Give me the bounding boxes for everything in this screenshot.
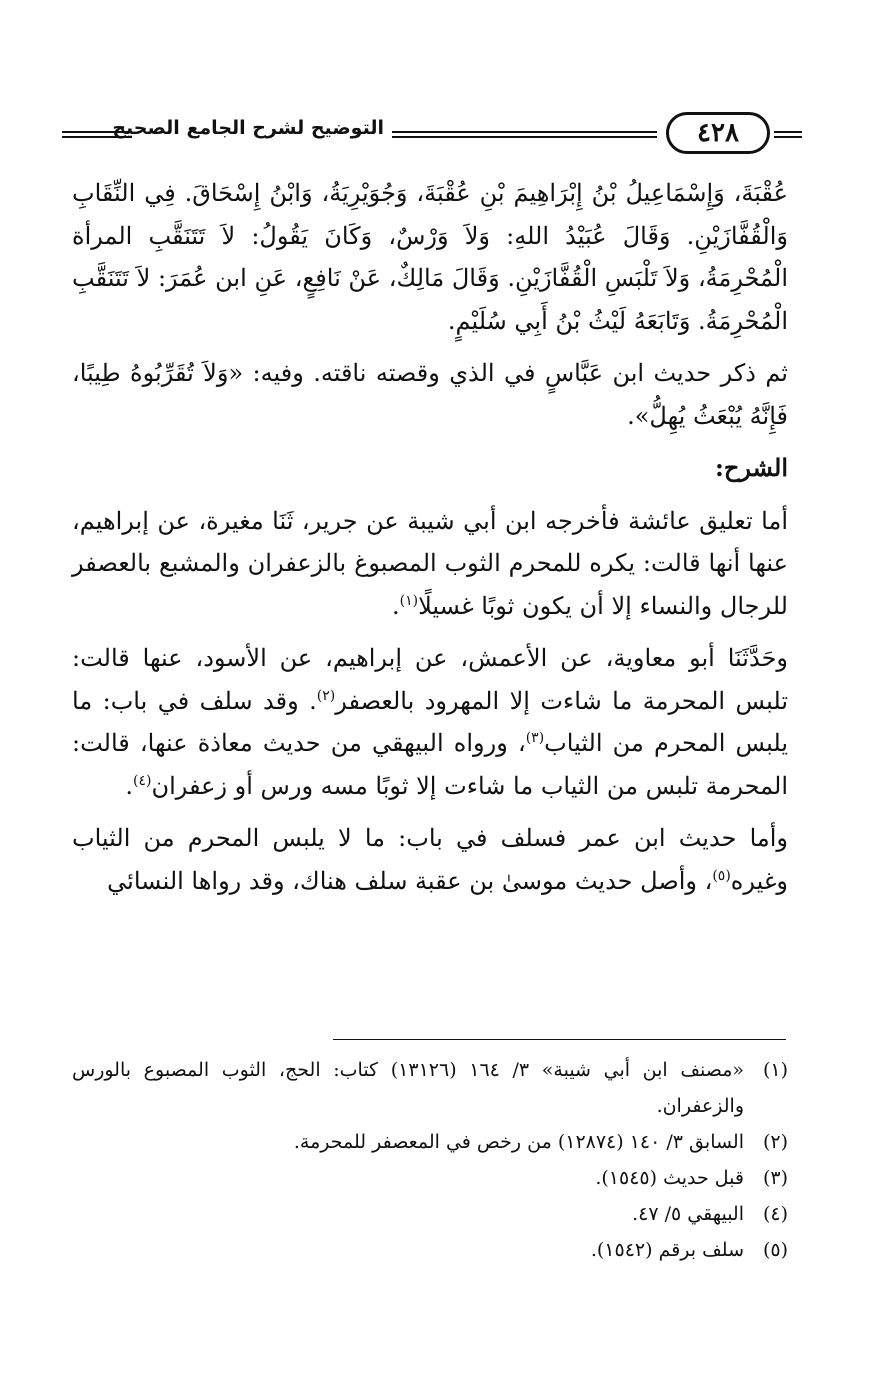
section-heading-sharh: الشرح: [715, 453, 788, 482]
footnote-item [72, 1160, 788, 1196]
paragraph-text: وحَدَّثَنَا أبو معاوية، عن الأعمش، عن إبراهيم، عن الأسود، عنها قالت: تلبس المحرمة ما شاءت إلا المهرود بالعصفر [72, 644, 788, 715]
footnote-ref-2[interactable]: (٢) [316, 687, 336, 704]
paragraph-text-end: . [125, 771, 133, 800]
page-header [62, 108, 802, 160]
paragraph-text: وأما حديث ابن عمر فسلف في باب: ما لا يلبس المحرم من الثياب وغيره [72, 824, 788, 895]
header-rule-right [774, 131, 802, 138]
footnote-number: (٥) [762, 1239, 788, 1261]
footnote-number: (١) [762, 1059, 788, 1081]
footnote-text: قبل حديث (١٥٤٥). [595, 1167, 744, 1189]
running-title: التوضيح لشرح الجامع الصحيح [112, 117, 384, 139]
footnote-number: (٣) [762, 1167, 788, 1189]
footnote-text: «مصنف ابن أبي شيبة» ٣/ ١٦٤ (١٣١٢٦) كتاب: الحج، الثوب المصبوع بالورس والزعفران. [72, 1059, 744, 1117]
footnote-separator [333, 1039, 786, 1040]
footnote-text: البيهقي ٥/ ٤٧. [632, 1203, 744, 1225]
footnote-number: (٤) [762, 1203, 788, 1225]
paragraph-text: ، وأصل حديث موسىٰ بن عقبة سلف هناك، وقد رواها النسائي [107, 866, 713, 895]
main-text [72, 172, 788, 902]
footnote-number: (٢) [762, 1131, 788, 1153]
footnote-item [72, 1232, 788, 1268]
paragraph-text: أما تعليق عائشة فأخرجه ابن أبي شيبة عن جرير، ثَنَا مغيرة، عن إبراهيم، عنها أنها قالت: يكره للمحرم الثوب المصبوغ بالزعفران والمشبع بالعصفر للرجال والنساء إلا أن يكون ثوبًا غسيلًا [72, 506, 788, 620]
paragraph-ibn-abbas-hadith: ثم ذكر حديث ابن عَبَّاسٍ في الذي وقصته ناقته. وفيه: «وَلاَ تُقَرِّبُوهُ طِيبًا، فَإِنَّهُ يُبْعَثُ يُهِلُّ». [72, 359, 788, 430]
paragraph-abu-muawiya [72, 637, 788, 807]
page-number: ٤٢٨ [666, 112, 770, 154]
footnote-item [72, 1196, 788, 1232]
paragraph-aisha-commentary [72, 500, 788, 628]
paragraph-ibn-umar [72, 817, 788, 902]
footnote-item [72, 1124, 788, 1160]
footnotes [72, 1052, 788, 1268]
paragraph-text-end: . [392, 591, 400, 620]
header-rule-middle [392, 131, 657, 138]
paragraph-text: ، ورواه البيهقي من حديث معاذة عنها، قالت: المحرمة تلبس من الثياب ما شاءت إلا ثوبًا مسه ورس أو زعفران [72, 729, 788, 800]
footnote-text: السابق ٣/ ١٤٠ (١٢٨٧٤) من رخص في المعصفر للمحرمة. [293, 1131, 744, 1153]
footnote-ref-1[interactable]: (١) [399, 592, 419, 609]
paragraph-text: . وقد سلف في باب: ما يلبس المحرم من الثياب [72, 686, 788, 757]
footnote-ref-5[interactable]: (٥) [712, 867, 731, 884]
footnote-text: سلف برقم (١٥٤٢). [590, 1239, 744, 1261]
footnote-ref-4[interactable]: (٤) [132, 772, 152, 789]
footnote-ref-3[interactable]: (٣) [525, 730, 545, 746]
paragraph-hadith-narrators: عُقْبَةَ، وَإِسْمَاعِيلُ بْنُ إِبْرَاهِيمَ بْنِ عُقْبَةَ، وَجُوَيْرِيَةُ، وَابْنُ إِسْحَاقَ. فِي النِّقَابِ وَالْقُفَّازَيْنِ. وَقَالَ عُبَيْدُ اللهِ: وَلاَ وَرْسٌ، وَكَانَ يَقُولُ: لاَ تَتَنَقَّبِ المرأة الْمُحْرِمَةُ، وَلاَ تَلْبَسِ الْقُفَّازَيْنِ. وَقَالَ مَالِكٌ، عَنْ نَافِعٍ، عَنِ ابن عُمَرَ: لاَ تَتَنَقَّبِ الْمُحْرِمَةُ. وَتَابَعَهُ لَيْثُ بْنُ أَبِي سُلَيْمٍ. [72, 179, 788, 335]
footnote-item [72, 1052, 788, 1124]
